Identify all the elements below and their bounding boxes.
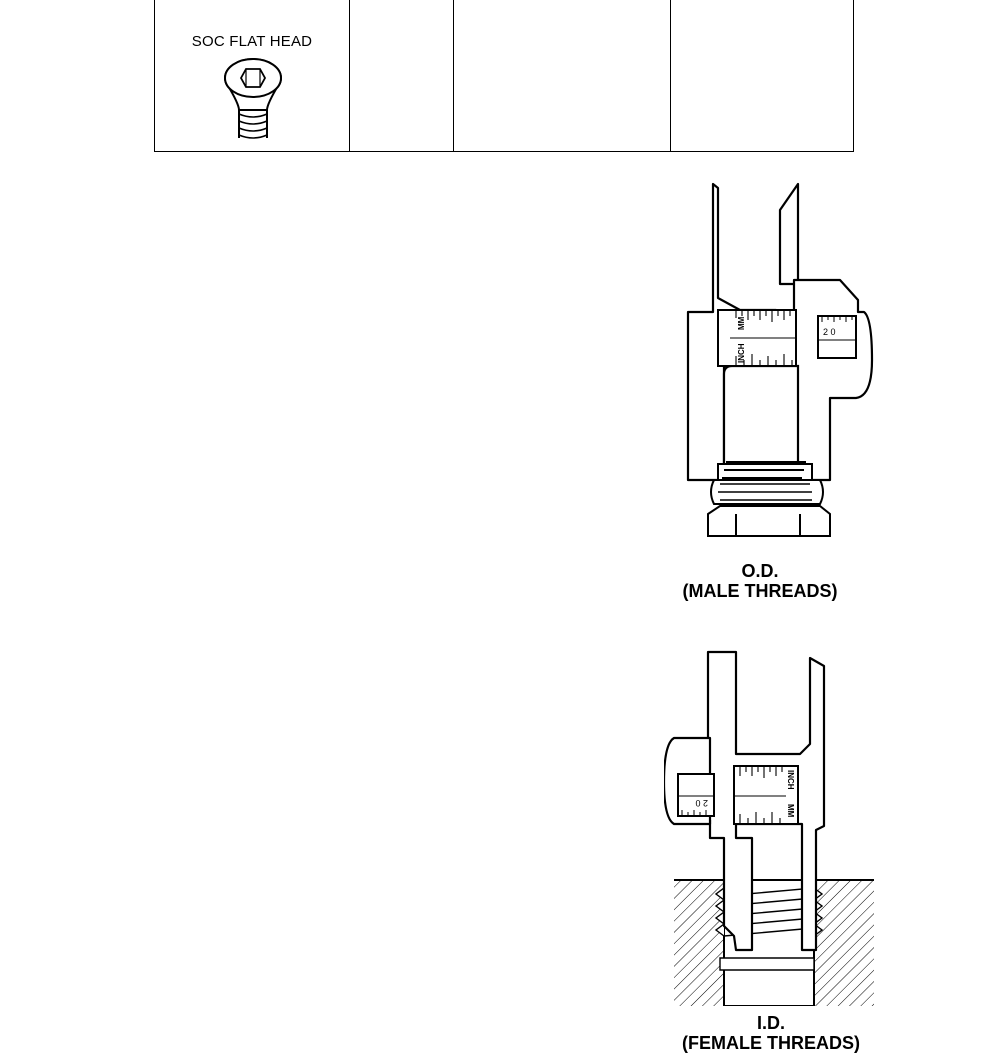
caption-od-title: O.D. bbox=[741, 561, 779, 581]
table-cell bbox=[671, 0, 853, 151]
vernier-value: 2 0 bbox=[823, 327, 836, 337]
caption-id-subtitle: (FEMALE THREADS) bbox=[682, 1033, 860, 1053]
fastener-type-label: SOC FLAT HEAD bbox=[191, 33, 313, 50]
socket-flat-head-screw-icon bbox=[219, 54, 287, 140]
caliper-outside-diameter-icon bbox=[680, 180, 880, 540]
caption-od bbox=[660, 561, 860, 601]
scale-label-mm: MM bbox=[737, 316, 746, 330]
scale-label-inch: INCH bbox=[786, 770, 795, 790]
fastener-type-cell bbox=[155, 0, 350, 151]
caption-id-title: I.D. bbox=[756, 1013, 785, 1033]
table-cell bbox=[350, 0, 454, 151]
vernier-value: 2 0 bbox=[695, 798, 708, 808]
caption-od-subtitle: (MALE THREADS) bbox=[682, 581, 838, 601]
fastener-table-row bbox=[154, 0, 854, 152]
scale-label-inch: INCH bbox=[737, 343, 746, 363]
caliper-inside-diameter-icon bbox=[664, 648, 876, 1006]
table-cell bbox=[454, 0, 671, 151]
caption-id bbox=[660, 1013, 882, 1053]
scale-label-mm: MM bbox=[786, 804, 795, 818]
